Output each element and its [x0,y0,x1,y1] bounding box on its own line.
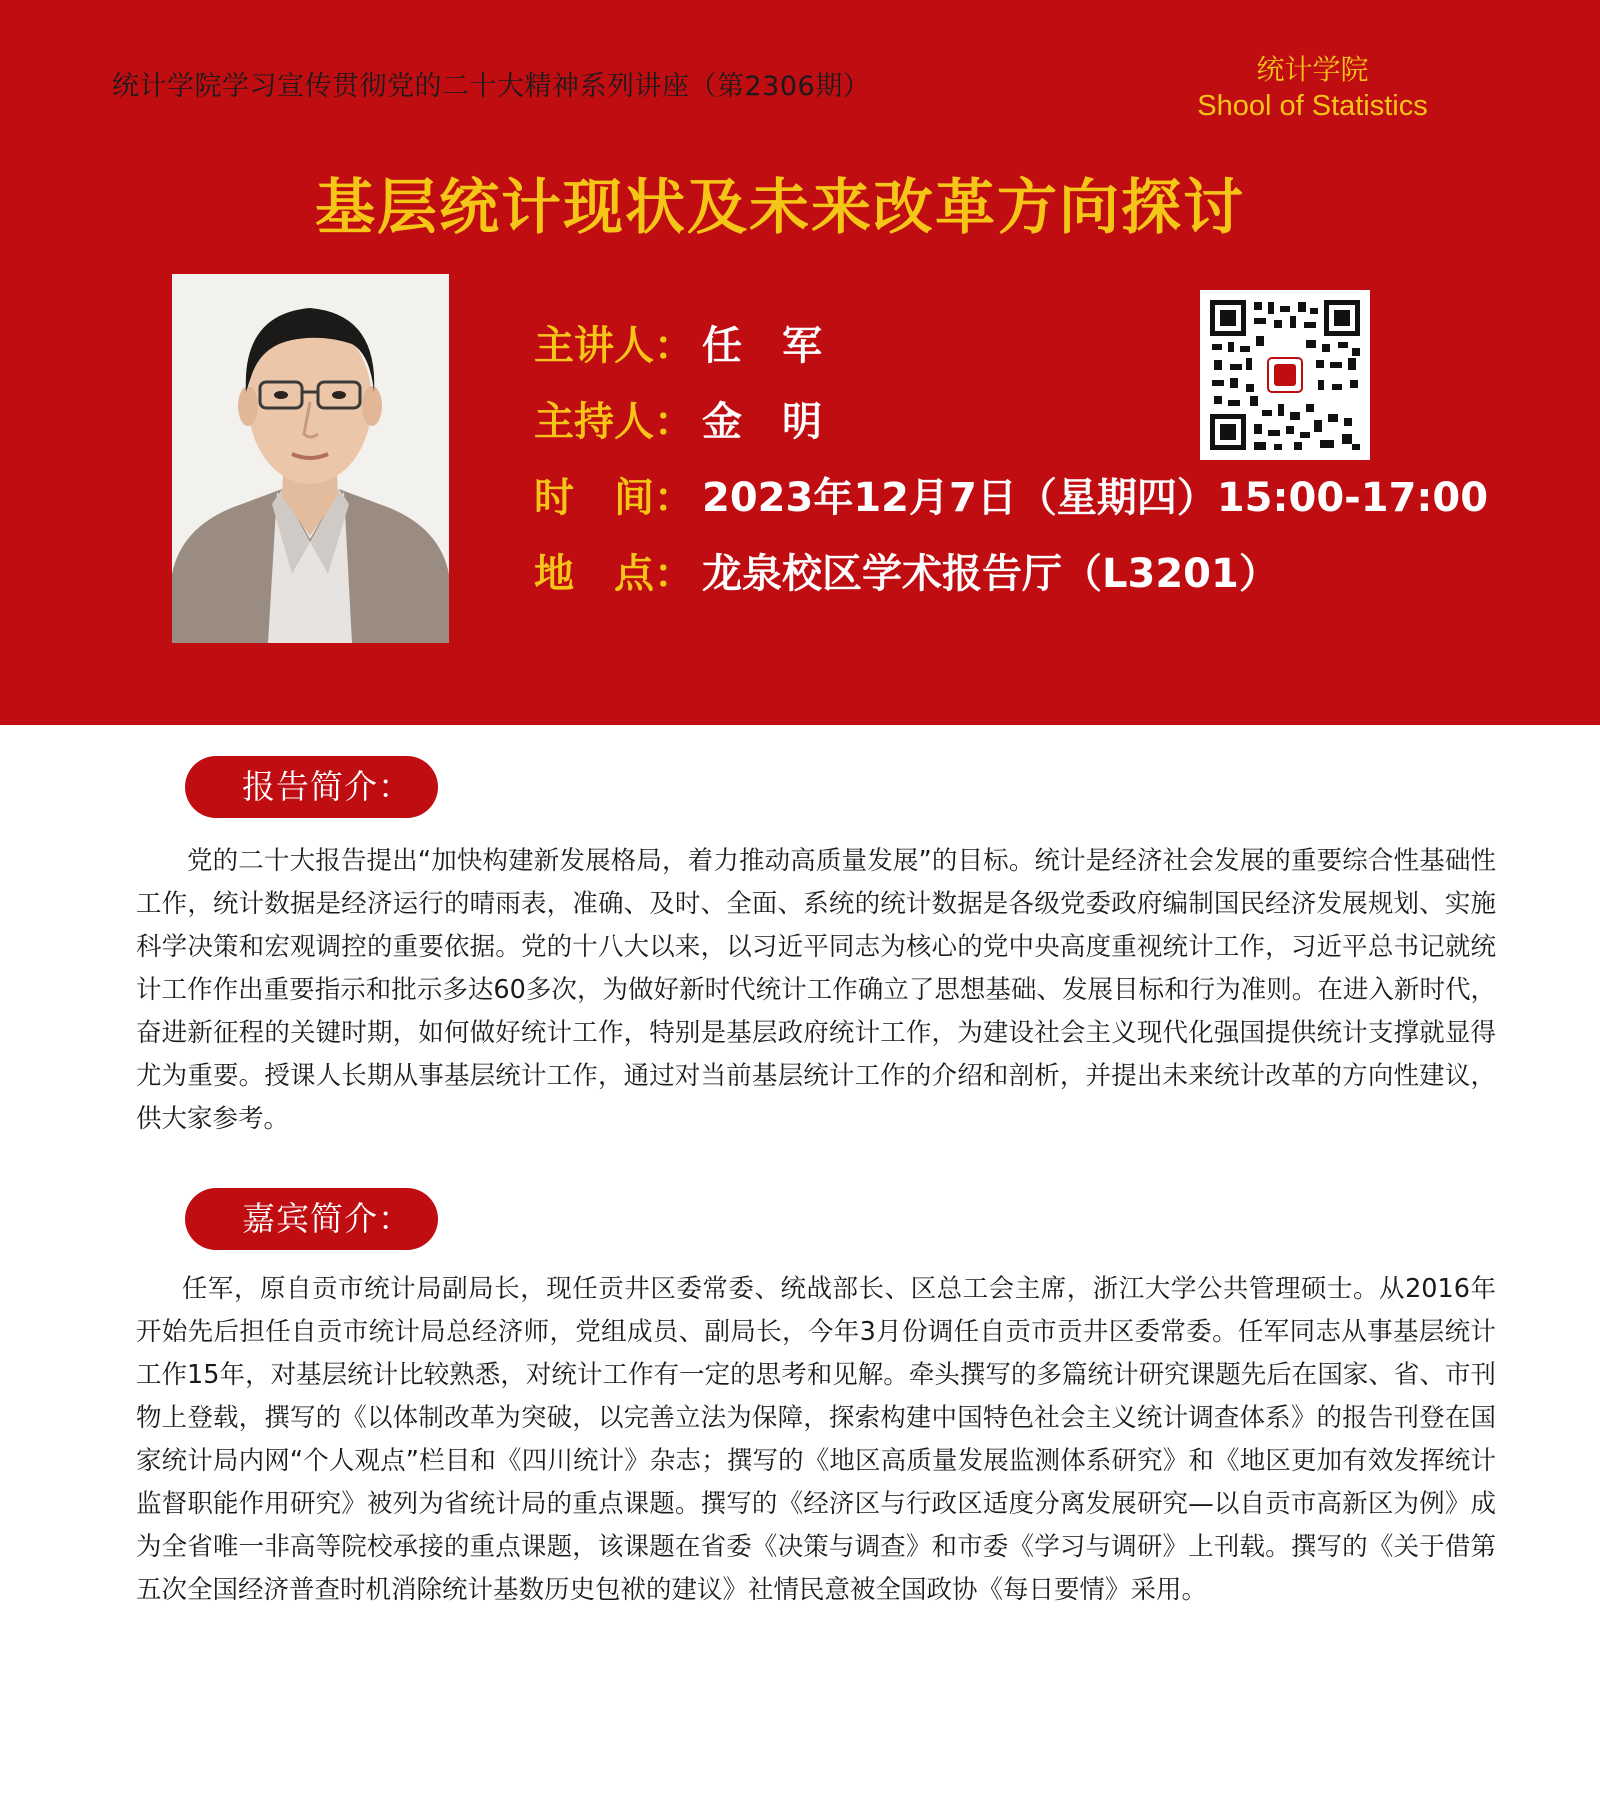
lecture-title: 基层统计现状及未来改革方向探讨 [315,173,1245,243]
place-value: 龙泉校区学术报告厅（L3201） [702,551,1279,597]
school-name-cn: 统计学院 [1256,53,1369,86]
report-intro-text: 党的二十大报告提出“加快构建新发展格局，着力推动高质量发展”的目标。统计是经济社会发展的重要综合性基础性工作，统计数据是经济运行的晴雨表，准确、及时、全面、系统的统计数据是各级党委政府编制国民经济发展规划、实施科学决策和宏观调控的重要依据。党的十八大以来，以习近平同志为核心的党中央高度重视统计工作，习近平总书记就统计工作作出重要指示和批示多达60多次，为做好新时代统计工作确立了思想基础、发展目标和行为准则。在进入新时代，奋进新征程的关键时期，如何做好统计工作，特别是基层政府统计工作，为建设社会主义现代化强国提供统计支撑就显得尤为重要。授课人长期从事基层统计工作，通过对当前基层统计工作的介绍和剖析，并提出未来统计改革的方向性建议，供大家参考。 [136,846,1496,1134]
host-label: 主持人： [534,399,694,445]
place-label: 地 点： [534,551,694,597]
speaker-row [534,316,822,376]
time-row [534,468,1488,528]
qr-code-icon [1210,300,1360,450]
place-row [534,544,1279,604]
time-label: 时 间： [534,475,694,521]
school-name-en: Shool of Statistics [1197,90,1428,122]
host-row [534,392,822,452]
guest-intro-text: 任军，原自贡市统计局副局长，现任贡井区委常委、统战部长、区总工会主席，浙江大学公共管理硕士。从2016年开始先后担任自贡市统计局总经济师，党组成员、副局长，今年3月份调任自贡市贡井区委常委。任军同志从事基层统计工作15年，对基层统计比较熟悉，对统计工作有一定的思考和见解。牵头撰写的多篇统计研究课题先后在国家、省、市刊物上登载，撰写的《以体制改革为突破，以完善立法为保障，探索构建中国特色社会主义统计调查体系》的报告刊登在国家统计局内网“个人观点”栏目和《四川统计》杂志；撰写的《地区高质量发展监测体系研究》和《地区更加有效发挥统计监督职能作用研究》被列为省统计局的重点课题。撰写的《经济区与行政区适度分离发展研究—以自贡市高新区为例》成为全省唯一非高等院校承接的重点课题，该课题在省委《决策与调查》和市委《学习与调研》上刊载。撰写的《关于借第五次全国经济普查时机消除统计基数历史包袱的建议》社情民意被全国政协《每日要情》采用。 [136,1274,1496,1605]
speaker-name: 任 军 [702,323,822,369]
time-value: 2023年12月7日（星期四）15:00-17:00 [702,475,1489,521]
speaker-photo [172,274,449,643]
lecture-series-line: 统计学院学习宣传贯彻党的二十大精神系列讲座（第2306期） [112,71,871,102]
header-banner [0,0,1600,725]
host-name: 金 明 [702,399,822,445]
report-intro-heading: 报告简介： [185,756,438,818]
qr-code [1200,290,1370,460]
speaker-portrait-icon [172,274,449,643]
school-logo-text [1160,52,1465,124]
speaker-label: 主讲人： [534,323,694,369]
guest-intro-heading: 嘉宾简介： [185,1188,438,1250]
